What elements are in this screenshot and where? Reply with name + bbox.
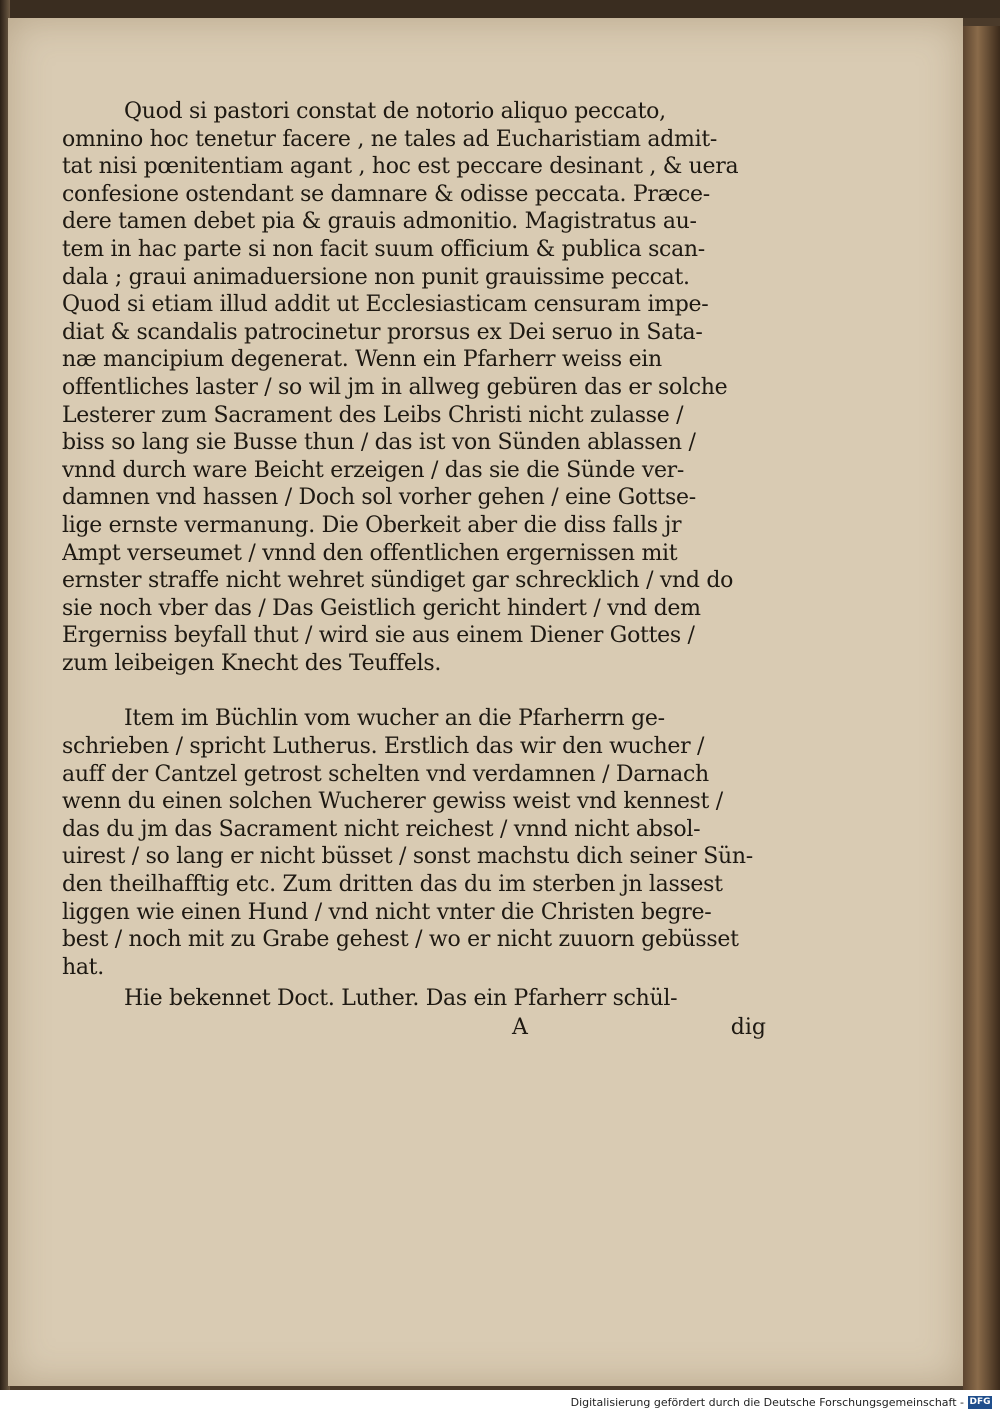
text-line: damnen vnd hassen / Doch sol vorher gehen / eine Gottse‐: [62, 485, 696, 511]
text-line: zum leibeigen Knecht des Teuffels.: [62, 650, 442, 676]
text-line: hat.: [62, 954, 104, 980]
text-line: ernster straffe nicht wehret sündiget gar schrecklich / vnd do: [62, 568, 734, 594]
page-foot-line: [62, 1013, 774, 1043]
text-line: Quod si etiam illud addit ut Ecclesiasticam censuram impe‐: [62, 292, 709, 318]
text-line: Quod si pastori constat de notorio aliquo peccato,: [124, 99, 666, 124]
text-line: best / noch mit zu Grabe gehest / wo er nicht zuuorn gebüsset: [62, 927, 739, 953]
text-line: biss so lang sie Busse thun / das ist von Sünden ablassen /: [62, 430, 696, 456]
text-line: Ampt verseumet / vnnd den offentlichen ergernissen mit: [62, 540, 678, 566]
text-line: liggen wie einen Hund / vnd nicht vnter die Christen begre‐: [62, 899, 712, 925]
text-line: wenn du einen solchen Wucherer gewiss weist vnd kennest /: [62, 789, 723, 815]
text-line: lige ernste vermanung. Die Oberkeit aber die diss falls jr: [62, 512, 682, 538]
text-line: uirest / so lang er nicht büsset / sonst machstu dich seiner Sün‐: [62, 844, 753, 870]
text-line: den theilhafftig etc. Zum dritten das du im sterben jn lassest: [62, 872, 723, 898]
text-line: Lesterer zum Sacrament des Leibs Christi nicht zulasse /: [62, 402, 684, 428]
dfg-logo: DFG: [969, 1397, 991, 1407]
digitization-credit: Digitalisierung gefördert durch die Deutsche Forschungsgemeinschaft -: [570, 1396, 964, 1409]
text-line: tat nisi pœnitentiam agant , hoc est peccare desinant , & uera: [62, 154, 739, 180]
text-line: omnino hoc tenetur facere , ne tales ad Eucharistiam admit‐: [62, 126, 717, 152]
paragraph-gap: [62, 677, 774, 705]
text-line: dere tamen debet pia & grauis admonitio. Magistratus au‐: [62, 209, 697, 235]
text-line: offentliches laster / so wil jm in allweg gebüren das er solche: [62, 374, 728, 400]
text-line: schrieben / spricht Lutherus. Erstlich das wir den wucher /: [62, 734, 705, 760]
page-text: [62, 98, 774, 1043]
catchword: dig: [730, 1015, 766, 1040]
text-line: das du jm das Sacrament nicht reichest / vnnd nicht absol‐: [62, 816, 701, 842]
text-line: vnnd durch ware Beicht erzeigen / das sie die Sünde ver‐: [62, 457, 685, 483]
text-line: dala ; graui animaduersione non punit grauissime peccat.: [62, 264, 690, 290]
text-line: sie noch vber das / Das Geistlich gericht hindert / vnd dem: [62, 595, 701, 621]
signature-mark: A: [512, 1015, 528, 1040]
text-line: diat & scandalis patrocinetur prorsus ex Dei seruo in Sata‐: [62, 319, 703, 345]
text-line: Item im Büchlin vom wucher an die Pfarherrn ge‐: [124, 706, 665, 732]
text-line: Hie bekennet Doct. Luther. Das ein Pfarherr schül‐: [124, 986, 678, 1012]
text-line: næ mancipium degenerat. Wenn ein Pfarherr weiss ein: [62, 347, 662, 373]
text-line: auff der Cantzel getrost schelten vnd verdamnen / Darnach: [62, 761, 709, 787]
text-line: Ergerniss beyfall thut / wird sie aus einem Diener Gottes /: [62, 623, 695, 649]
book-edge: [963, 26, 1000, 1390]
text-line: tem in hac parte si non facit suum officium & publica scan‐: [62, 236, 705, 262]
top-shadow: [0, 0, 1000, 18]
text-line: confesione ostendant se damnare & odisse peccata. Præce‐: [62, 181, 710, 207]
